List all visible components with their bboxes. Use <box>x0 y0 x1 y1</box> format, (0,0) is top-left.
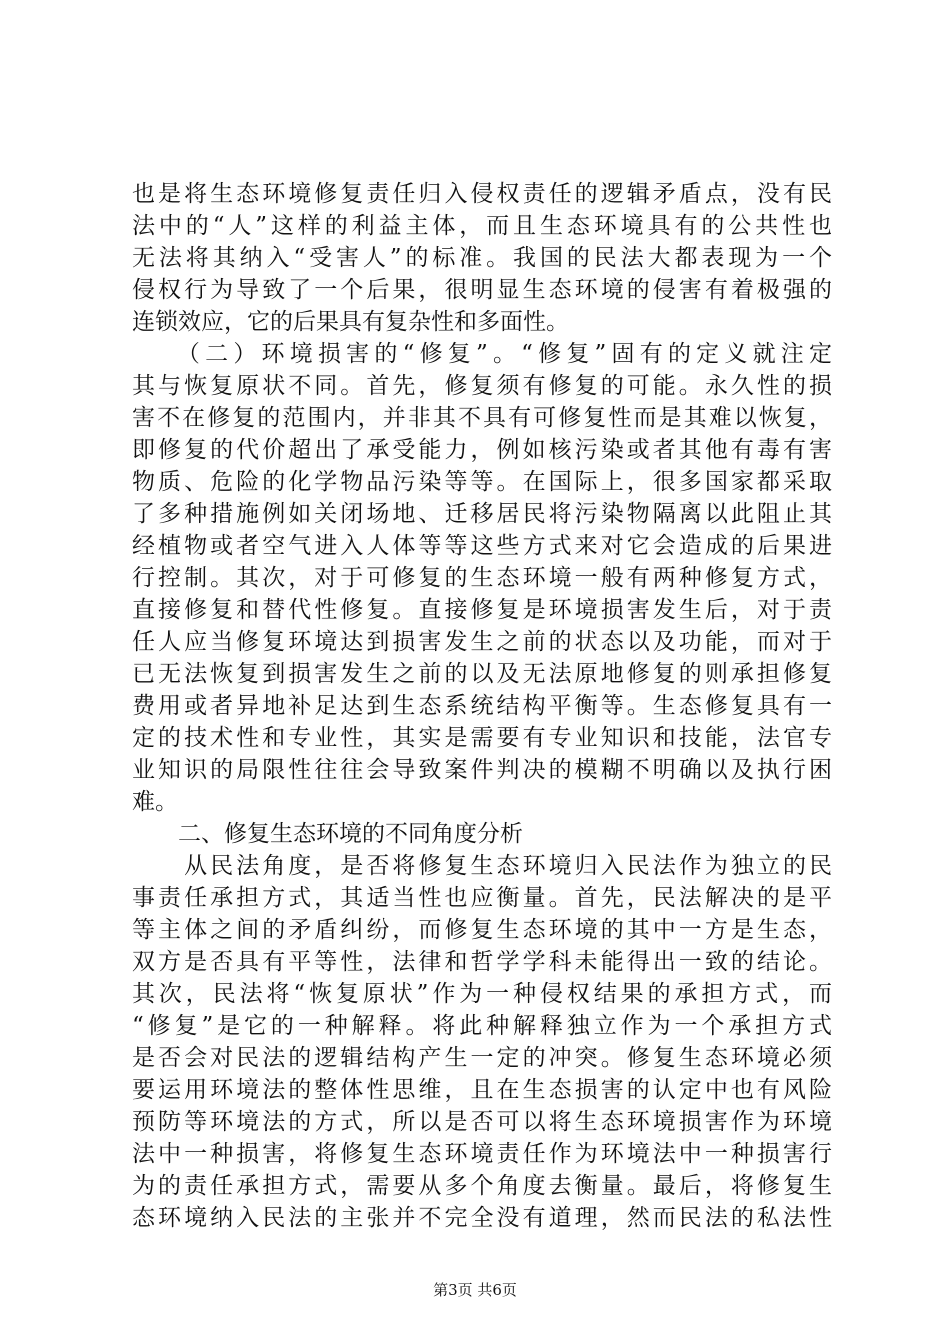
text-line: 已无法恢复到损害发生之前的以及无法原地修复的则承担修复 <box>132 661 832 687</box>
page-footer <box>0 1280 950 1300</box>
text-line: 其与恢复原状不同。首先，修复须有修复的可能。永久性的损 <box>132 373 832 399</box>
text-line: 业知识的局限性往往会导致案件判决的模糊不明确以及执行困 <box>132 757 832 783</box>
text-line: 无法将其纳入“受害人”的标准。我国的民法大都表现为一个 <box>132 245 832 271</box>
text-line: 侵权行为导致了一个后果，很明显生态环境的侵害有着极强的 <box>132 277 832 303</box>
text-line: 法中的“人”这样的利益主体，而且生态环境具有的公共性也 <box>132 213 832 239</box>
text-line: 即修复的代价超出了承受能力，例如核污染或者其他有毒有害 <box>132 437 832 463</box>
text-line: 为的责任承担方式，需要从多个角度去衡量。最后，将修复生 <box>132 1173 832 1199</box>
text-line: 了多种措施例如关闭场地、迁移居民将污染物隔离以此阻止其 <box>132 501 832 527</box>
text-line: （二）环境损害的“修复”。“修复”固有的定义就注定 <box>132 341 832 367</box>
text-line: 是否会对民法的逻辑结构产生一定的冲突。修复生态环境必须 <box>132 1045 832 1071</box>
text-line: 等主体之间的矛盾纠纷，而修复生态环境的其中一方是生态， <box>132 917 832 943</box>
text-line: 任人应当修复环境达到损害发生之前的状态以及功能，而对于 <box>132 629 832 655</box>
text-line: 要运用环境法的整体性思维，且在生态损害的认定中也有风险 <box>132 1077 832 1103</box>
text-line: 定的技术性和专业性，其实是需要有专业知识和技能，法官专 <box>132 725 832 751</box>
text-line: 事责任承担方式，其适当性也应衡量。首先，民法解决的是平 <box>132 885 832 911</box>
text-line: “修复”是它的一种解释。将此种解释独立作为一个承担方式 <box>132 1013 832 1039</box>
text-line: 预防等环境法的方式，所以是否可以将生态环境损害作为环境 <box>132 1109 832 1135</box>
text-line: 经植物或者空气进入人体等等这些方式来对它会造成的后果进 <box>132 533 832 559</box>
body-text <box>132 178 832 1234</box>
text-line: 物质、危险的化学物品污染等等。在国际上，很多国家都采取 <box>132 469 832 495</box>
text-line: 费用或者异地补足达到生态系统结构平衡等。生态修复具有一 <box>132 693 832 719</box>
text-line: 行控制。其次，对于可修复的生态环境一般有两种修复方式， <box>132 565 832 591</box>
text-line: 态环境纳入民法的主张并不完全没有道理，然而民法的私法性 <box>132 1205 832 1231</box>
text-line: 其次，民法将“恢复原状”作为一种侵权结果的承担方式，而 <box>132 981 832 1007</box>
text-line: 从民法角度，是否将修复生态环境归入民法作为独立的民 <box>132 853 832 879</box>
text-line: 也是将生态环境修复责任归入侵权责任的逻辑矛盾点，没有民 <box>132 181 832 207</box>
text-line: 害不在修复的范围内，并非其不具有可修复性而是其难以恢复， <box>132 405 832 431</box>
text-line: 双方是否具有平等性，法律和哲学学科未能得出一致的结论。 <box>132 949 832 975</box>
page-number: 第3页 共6页 <box>433 1281 517 1299</box>
text-line: 连锁效应，它的后果具有复杂性和多面性。 <box>132 309 569 335</box>
text-line: 难。 <box>132 789 178 815</box>
text-line: 法中一种损害，将修复生态环境责任作为环境法中一种损害行 <box>132 1141 832 1167</box>
section-heading: 二、修复生态环境的不同角度分析 <box>132 821 523 847</box>
text-line: 直接修复和替代性修复。直接修复是环境损害发生后，对于责 <box>132 597 832 623</box>
